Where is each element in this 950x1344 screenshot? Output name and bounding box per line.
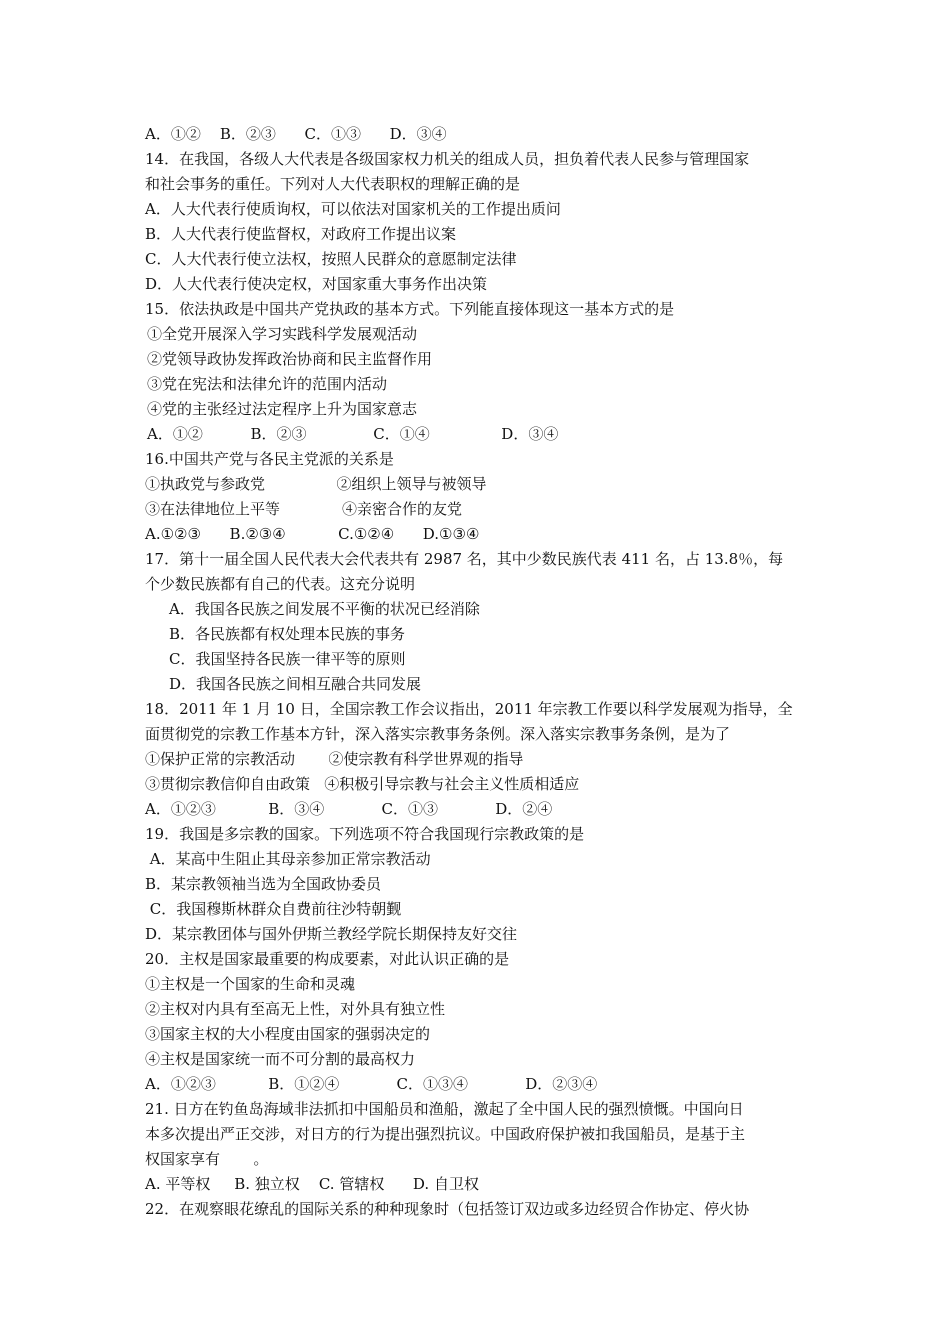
q22-stem-line-1: 22．在观察眼花缭乱的国际关系的种种现象时（包括签订双边或多边经贸合作协定、停火协 bbox=[145, 1200, 750, 1218]
q20-item-2: ②主权对内具有至高无上性，对外具有独立性 bbox=[145, 1000, 446, 1018]
q17-stem-line-1: 17．第十一届全国人民代表大会代表共有 2987 名，其中少数民族代表 411 名，占 13.8％，每 bbox=[145, 550, 784, 568]
q21-stem-line-3: 权国家享有 。 bbox=[145, 1150, 269, 1168]
q21-options: A. 平等权 B. 独立权 C. 管辖权 D. 自卫权 bbox=[145, 1175, 479, 1193]
q19-option-c: C．我国穆斯林群众自费前往沙特朝觐 bbox=[145, 900, 402, 918]
q19-option-a: A．某高中生阻止其母亲参加正常宗教活动 bbox=[145, 850, 431, 868]
q20-item-3: ③国家主权的大小程度由国家的强弱决定的 bbox=[145, 1025, 431, 1043]
q20-options: A．①②③ B．①②④ C．①③④ D．②③④ bbox=[145, 1075, 598, 1093]
q20-stem: 20．主权是国家最重要的构成要素，对此认识正确的是 bbox=[145, 950, 510, 968]
q17-option-b: B．各民族都有权处理本民族的事务 bbox=[169, 625, 406, 643]
q20-item-4: ④主权是国家统一而不可分割的最高权力 bbox=[145, 1050, 416, 1068]
q15-options: A．①② B．②③ C．①④ D．③④ bbox=[147, 425, 559, 443]
q19-option-d: D．某宗教团体与国外伊斯兰教经学院长期保持友好交往 bbox=[145, 925, 518, 943]
q20-item-1: ①主权是一个国家的生命和灵魂 bbox=[145, 975, 356, 993]
q17-option-c: C．我国坚持各民族一律平等的原则 bbox=[169, 650, 406, 668]
q21-stem-line-2: 本多次提出严正交涉，对日方的行为提出强烈抗议。中国政府保护被扣我国船员，是基于主 bbox=[145, 1125, 746, 1143]
q14-stem-line-1: 14．在我国，各级人大代表是各级国家权力机关的组成人员，担负着代表人民参与管理国家 bbox=[145, 150, 750, 168]
q16-items-row-1: ①执政党与参政党 ②组织上领导与被领导 bbox=[145, 475, 487, 493]
q17-option-d: D．我国各民族之间相互融合共同发展 bbox=[169, 675, 422, 693]
q14-stem-line-2: 和社会事务的重任。下列对人大代表职权的理解正确的是 bbox=[145, 175, 521, 193]
q16-stem: 16.中国共产党与各民主党派的关系是 bbox=[145, 450, 394, 468]
q15-item-4: ④党的主张经过法定程序上升为国家意志 bbox=[147, 400, 418, 418]
document-page bbox=[145, 122, 810, 1222]
q14-option-b: B．人大代表行使监督权，对政府工作提出议案 bbox=[145, 225, 457, 243]
q16-items-row-2: ③在法律地位上平等 ④亲密合作的友党 bbox=[145, 500, 462, 518]
q15-item-3: ③党在宪法和法律允许的范围内活动 bbox=[147, 375, 388, 393]
q18-stem-line-2: 面贯彻党的宗教工作基本方针，深入落实宗教事务条例。深入落实宗教事务条例，是为了 bbox=[145, 725, 731, 743]
q18-items-row-2: ③贯彻宗教信仰自由政策 ④积极引导宗教与社会主义性质相适应 bbox=[145, 775, 580, 793]
q19-option-b: B．某宗教领袖当选为全国政协委员 bbox=[145, 875, 382, 893]
q13-options: A．①② B．②③ C．①③ D．③④ bbox=[145, 125, 447, 143]
q17-stem-line-2: 个少数民族都有自己的代表。这充分说明 bbox=[145, 575, 416, 593]
q15-item-1: ①全党开展深入学习实践科学发展观活动 bbox=[147, 325, 418, 343]
q14-option-d: D．人大代表行使决定权，对国家重大事务作出决策 bbox=[145, 275, 488, 293]
q18-options: A．①②③ B．③④ C．①③ D．②④ bbox=[145, 800, 553, 818]
q16-options: A.①②③ B.②③④ C.①②④ D.①③④ bbox=[145, 525, 480, 543]
q18-items-row-1: ①保护正常的宗教活动 ②使宗教有科学世界观的指导 bbox=[145, 750, 524, 768]
q21-stem-line-1: 21. 日方在钓鱼岛海域非法抓扣中国船员和渔船，激起了全中国人民的强烈愤慨。中国向日 bbox=[145, 1100, 744, 1118]
q14-option-a: A．人大代表行使质询权，可以依法对国家机关的工作提出质问 bbox=[145, 200, 561, 218]
q18-stem-line-1: 18．2011 年 1 月 10 日，全国宗教工作会议指出，2011 年宗教工作要以科学发展观为指导，全 bbox=[145, 700, 793, 718]
q15-item-2: ②党领导政协发挥政治协商和民主监督作用 bbox=[147, 350, 433, 368]
q19-stem: 19．我国是多宗教的国家。下列选项不符合我国现行宗教政策的是 bbox=[145, 825, 585, 843]
q14-option-c: C．人大代表行使立法权，按照人民群众的意愿制定法律 bbox=[145, 250, 517, 268]
q15-stem: 15．依法执政是中国共产党执政的基本方式。下列能直接体现这一基本方式的是 bbox=[145, 300, 675, 318]
q17-option-a: A．我国各民族之间发展不平衡的状况已经消除 bbox=[169, 600, 480, 618]
